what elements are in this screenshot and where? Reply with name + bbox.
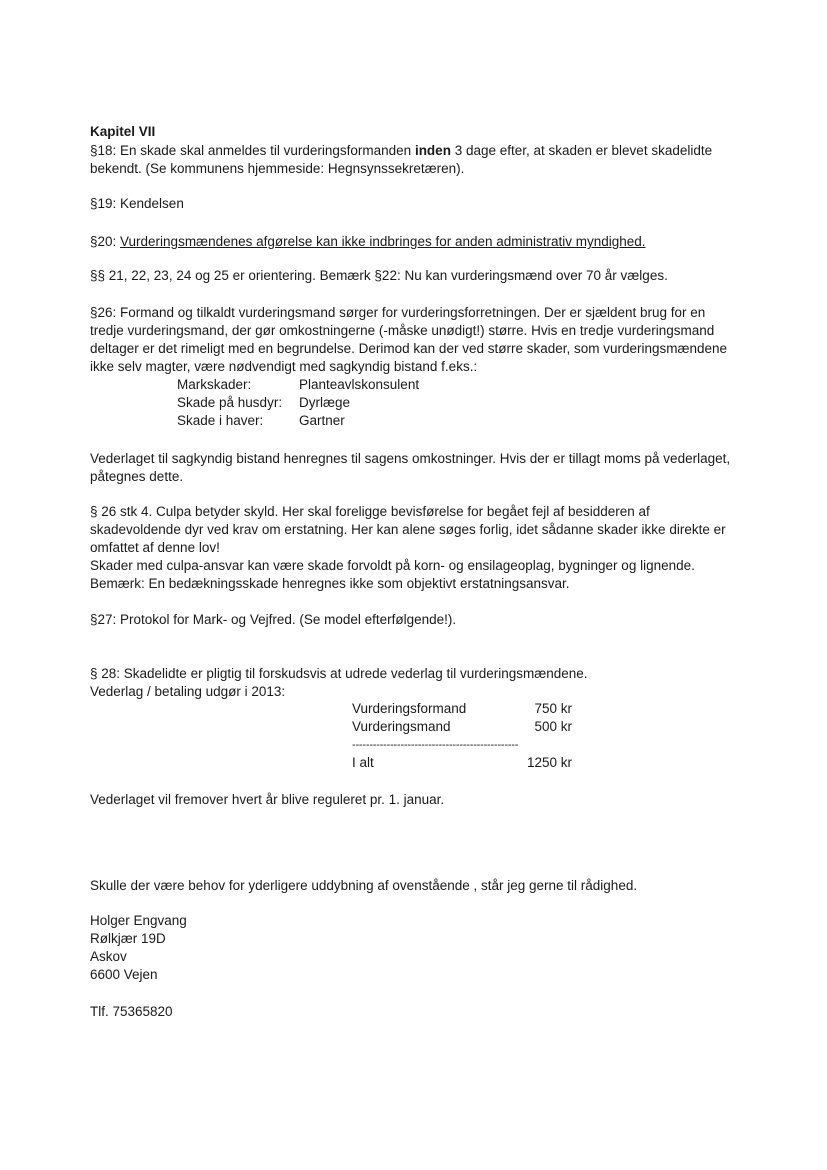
- paragraph-18-line2: bekendt. (Se kommunens hjemmeside: Hegnsynssekretæren).: [90, 161, 465, 176]
- paragraph-18-text-a: §18: En skade skal anmeldes til vurderingsformanden: [90, 143, 415, 158]
- signature-street: Rølkjær 19D: [90, 931, 166, 946]
- expert-name: Gartner: [299, 413, 345, 428]
- paragraph-26-4-line1: § 26 stk 4. Culpa betyder skyld. Her skal foreligge bevisførelse for begået fejl af besidderen af: [90, 504, 650, 519]
- paragraph-26-line2: tredje vurderingsmand, der gør omkostningerne (-måske unødigt!) større. Hvis en tredje vurderingsmand: [90, 323, 715, 338]
- fee-row-amount: 750 kr: [534, 701, 572, 716]
- signature-name: Holger Engvang: [90, 913, 187, 928]
- fee-row-amount: 500 kr: [534, 719, 572, 734]
- expert-name: Planteavlskonsulent: [299, 377, 420, 392]
- paragraph-26-4-line5: Bemærk: En bedækningsskade henregnes ikke som objektivt erstatningsansvar.: [90, 576, 570, 591]
- paragraph-20-prefix: §20:: [90, 234, 121, 249]
- chapter-heading: Kapitel VII: [90, 124, 156, 139]
- paragraph-26-4-line2: skadevoldende dyr ved krav om erstatning. Her kan alene søges forlig, idet sådanne skader ikke direkte er: [90, 522, 726, 537]
- expert-name: Dyrlæge: [299, 395, 351, 410]
- signature-postal: 6600 Vejen: [90, 967, 158, 982]
- signature-town: Askov: [90, 949, 127, 964]
- paragraph-18-emphasis: inden: [414, 143, 451, 158]
- expert-type: Markskader:: [177, 377, 252, 392]
- paragraph-27: §27: Protokol for Mark- og Vejfred. (Se model efterfølgende!).: [90, 612, 457, 627]
- paragraph-20-underlined: Vurderingsmændenes afgørelse kan ikke indbringes for anden administrativ myndighed.: [120, 234, 646, 249]
- paragraph-26-4-line3: omfattet af denne lov!: [90, 540, 220, 555]
- expert-type: Skade i haver:: [177, 413, 264, 428]
- fee-note-line2: påtegnes dette.: [90, 469, 184, 484]
- paragraph-19: §19: Kendelsen: [90, 196, 184, 211]
- paragraph-18-text-b: 3 dage efter, at skaden er blevet skadelidte: [450, 143, 713, 158]
- paragraph-28-line2: Vederlag / betaling udgør i 2013:: [90, 684, 286, 699]
- fee-separator: ------------------------------------------------: [352, 739, 519, 751]
- paragraph-26-line1: §26: Formand og tilkaldt vurderingsmand sørger for vurderingsforretningen. Der er sjældent brug for en: [90, 305, 706, 320]
- fee-total-label: I alt: [352, 755, 374, 770]
- fee-total-amount: 1250 kr: [526, 755, 572, 770]
- fee-note-line1: Vederlaget til sagkyndig bistand henregnes til sagens omkostninger. Hvis der er tillagt moms på vederlaget,: [90, 451, 731, 466]
- paragraph-20: [90, 233, 646, 251]
- paragraph-26-line4: ikke selv magter, være nødvendigt med sagkyndig bistand f.eks.:: [90, 359, 478, 374]
- closing-text: Skulle der være behov for yderligere uddybning af ovenstående , står jeg gerne til rådighed.: [90, 878, 638, 893]
- signature-phone: Tlf. 75365820: [90, 1004, 173, 1019]
- paragraph-26-line3: deltager er det rimeligt med en begrundelse. Derimod kan der ved større skader, som vurderingsmændene: [90, 341, 728, 356]
- paragraph-26-4-line4: Skader med culpa-ansvar kan være skade forvoldt på korn- og ensilageoplag, bygninger og lignende.: [90, 558, 695, 573]
- fee-row-label: Vurderingsmand: [352, 719, 451, 734]
- fee-row-label: Vurderingsformand: [352, 701, 467, 716]
- expert-type: Skade på husdyr:: [177, 395, 283, 410]
- paragraph-18-line1: [90, 142, 712, 160]
- paragraph-28-line1: § 28: Skadelidte er pligtig til forskudsvis at udrede vederlag til vurderingsmændene.: [90, 666, 588, 681]
- fee-regulation: Vederlaget vil fremover hvert år blive reguleret pr. 1. januar.: [90, 792, 445, 807]
- paragraph-21-25: §§ 21, 22, 23, 24 og 25 er orientering. Bemærk §22: Nu kan vurderingsmænd over 70 år vælges.: [90, 268, 668, 283]
